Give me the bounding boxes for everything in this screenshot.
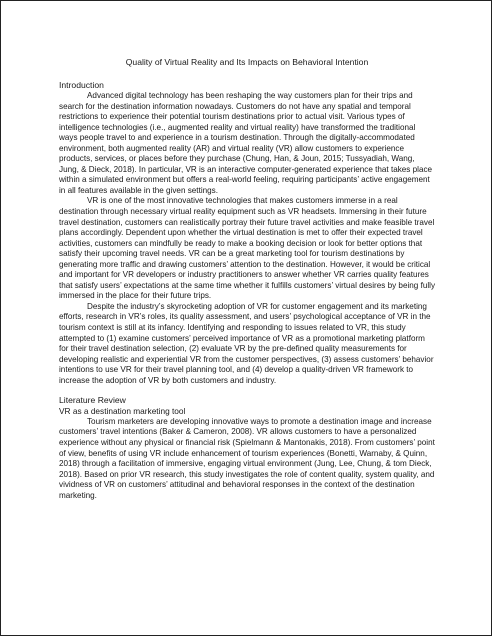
paragraph: VR is one of the most innovative technologies that makes customers immerse in a real destination through necessary virtual reality equipment such as VR headsets. Immersing in their future travel destination, customers can realistically portray their future travel activities and make feasible travel plans accordingly. Dependent upon whether the virtual destination is met to offer their expected travel activities, customers can mindfully be ready to make a booking decision or look for better options that satisfy their upcoming travel needs. VR can be a great marketing tool for tourism destinations by generating more traffic and drawing customers’ attention to the destination. However, it would be critical and important for VR developers or industry practitioners to answer whether VR carries quality features that satisfy users’ expectations at the same time whether it fulfills customers’ virtual desires by being fully immersed in the place for their future trips.	[59, 196, 436, 301]
section-spacer	[59, 386, 435, 395]
subsection-heading: VR as a destination marketing tool	[59, 406, 186, 417]
paragraph: Advanced digital technology has been reshaping the way customers plan for their trips and search for the destination information nowadays. Customers do not have any spatial and temporal restrictions to experience their potential tourism destinations prior to actual visit. Various types of intelligence technologies (i.e., augmented reality and virtual reality) have transformed the traditional ways people travel to and experience in a tourism destination. Through the digitally-accommodated environment, both augmented reality (AR) and virtual reality (VR) allow customers to experience products, services, or places before they purchase (Chung, Han, & Joun, 2015; Tussyadiah, Wang, Jung, & Dieck, 2018). In particular, VR is an interactive computer-generated experience that takes place within a simulated environment but offers a real-world feeling, requiring participants’ active engagement in all features available in the given settings.	[59, 91, 433, 195]
document-title: Quality of Virtual Reality and Its Impacts on Behavioral Intention	[125, 57, 369, 67]
document-body	[59, 57, 435, 501]
section-heading-literature-review: Literature Review	[59, 395, 126, 406]
paragraph: Despite the industry’s skyrocketing adoption of VR for customer engagement and its marketing efforts, research in VR’s roles, its quality assessment, and users’ psychological acceptance of VR in the tourism context is still at its infancy. Identifying and responding to issues related to VR, this study attempted to (1) examine customers’ perceived importance of VR as a promotional marketing platform for their travel destination selection, (2) evaluate VR by the pre-defined quality measurements for developing realistic and experiential VR from the customer perspectives, (3) assess customers’ behavior intentions to use VR for their travel planning tool, and (4) develop a quality-driven VR framework to increase the adoption of VR by both customers and industry.	[59, 301, 434, 385]
paragraph: Tourism marketers are developing innovative ways to promote a destination image and increase customers’ travel intentions (Baker & Cameron, 2008). VR allows customers to have a personalized experience without any physical or financial risk (Spielmann & Mantonakis, 2018). From customers’ point of view, benefits of using VR include enhancement of tourism experiences (Bonetti, Warnaby, & Quinn, 2018) through a facilitation of immersive, engaging virtual environment (Jung, Lee, Chung, & tom Dieck, 2018). Based on prior VR research, this study investigates the role of content quality, system quality, and vividness of VR on customers’ attitudinal and behavioral responses in the context of the destination marketing.	[59, 416, 435, 500]
section-heading-introduction: Introduction	[59, 80, 104, 90]
